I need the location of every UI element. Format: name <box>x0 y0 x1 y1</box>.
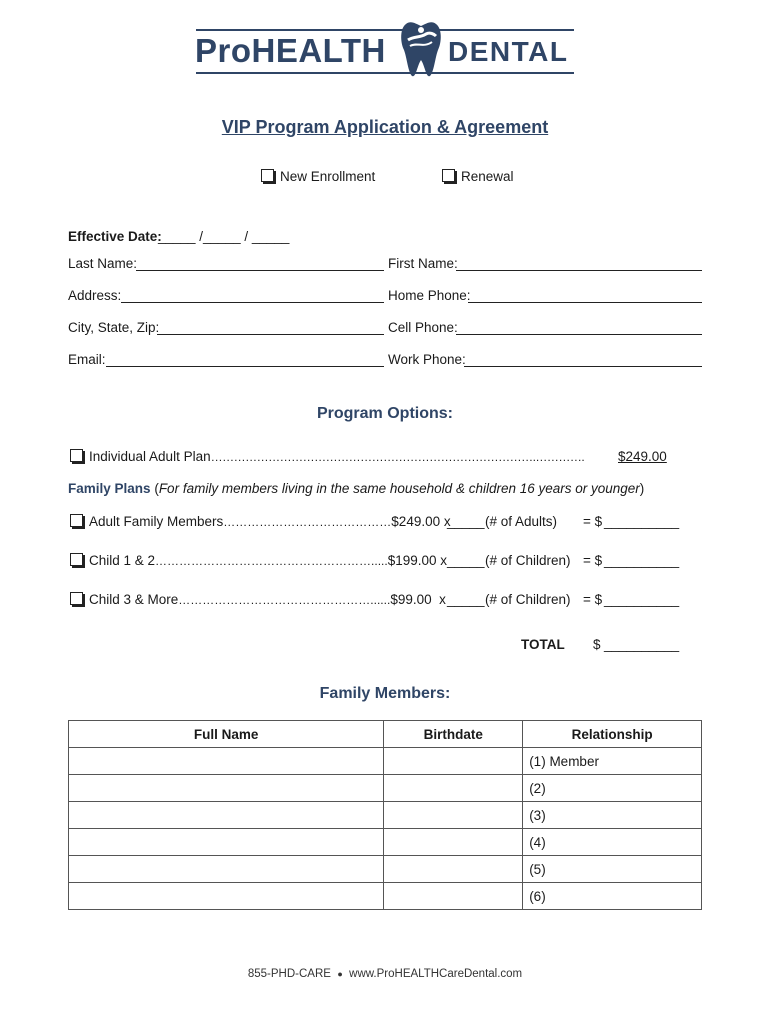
family-plans-label: Family Plans <box>68 481 151 496</box>
leader-dots: …………………………………… <box>223 515 392 529</box>
cell-phone-label: Cell Phone: <box>388 320 458 335</box>
table-row <box>69 775 702 802</box>
full-name-cell[interactable] <box>69 748 384 775</box>
logo-bottom-rule <box>196 72 574 74</box>
child-3-more-subtotal-field[interactable]: __________ <box>604 592 680 607</box>
last-name-label: Last Name: <box>68 256 138 271</box>
individual-plan-label: Individual Adult Plan <box>89 449 211 464</box>
birthdate-cell[interactable] <box>384 883 523 910</box>
cell-phone-field[interactable] <box>456 334 702 335</box>
child-1-2-subtotal-field[interactable]: __________ <box>604 553 680 568</box>
leader-dots: ………………………………………………..... <box>155 554 388 568</box>
child-3-more-count-unit: (# of Children) <box>485 592 571 607</box>
new-enrollment-label: New Enrollment <box>280 169 376 184</box>
family-members-heading: Family Members: <box>319 685 451 702</box>
adult-count-unit: (# of Adults) <box>485 514 558 529</box>
child-3-more-equals: = $ <box>583 592 603 607</box>
child-1-2-label: Child 1 & 2 <box>89 553 156 568</box>
individual-plan-option[interactable] <box>70 449 584 464</box>
last-name-field[interactable] <box>136 270 384 271</box>
checkbox-icon[interactable] <box>442 169 455 182</box>
relationship-cell[interactable]: (4) <box>523 829 702 856</box>
work-phone-label: Work Phone: <box>388 352 466 367</box>
birthdate-cell[interactable] <box>384 748 523 775</box>
child-1-2-price: $199.00 x <box>387 553 448 568</box>
individual-plan-price: $249.00 <box>618 449 667 464</box>
birthdate-cell[interactable] <box>384 856 523 883</box>
full-name-cell[interactable] <box>69 775 384 802</box>
full-name-cell[interactable] <box>69 802 384 829</box>
column-header-full-name: Full Name <box>69 721 384 748</box>
full-name-cell[interactable] <box>69 883 384 910</box>
relationship-cell[interactable]: (3) <box>523 802 702 829</box>
footer-bullet: ● <box>337 969 343 979</box>
footer-website[interactable]: www.ProHEALTHCareDental.com <box>349 968 523 980</box>
city-state-zip-label: City, State, Zip: <box>68 320 160 335</box>
adult-subtotal-field[interactable]: __________ <box>604 514 680 529</box>
child-1-2-count-unit: (# of Children) <box>485 553 571 568</box>
column-header-birthdate: Birthdate <box>384 721 523 748</box>
logo-top-rule <box>196 29 574 31</box>
logo-prohealth: ProHEALTH <box>195 32 386 69</box>
child-3-more-option[interactable] <box>70 592 446 607</box>
child-3-more-count-field[interactable]: _____ <box>447 592 485 607</box>
child-1-2-equals: = $ <box>583 553 603 568</box>
birthdate-cell[interactable] <box>384 802 523 829</box>
child-1-2-option[interactable] <box>70 553 447 568</box>
footer-phone: 855-PHD-CARE <box>247 968 331 980</box>
family-plans-description: For family members living in the same household & children 16 years or younger <box>158 481 640 496</box>
logo-dental: DENTAL <box>448 36 569 67</box>
footer-contact <box>0 968 770 980</box>
adult-family-option[interactable] <box>70 514 451 529</box>
checkbox-icon[interactable] <box>70 592 83 605</box>
leader-dots: …………………………………………...... <box>178 593 391 607</box>
renewal-label: Renewal <box>461 169 514 184</box>
adult-count-field[interactable]: _____ <box>447 514 485 529</box>
leader-dots: ………………………………………………………………………….…………. <box>210 450 585 464</box>
checkbox-icon[interactable] <box>70 514 83 527</box>
home-phone-field[interactable] <box>468 302 702 303</box>
total-label: TOTAL <box>521 637 565 652</box>
effective-date-label: Effective Date: <box>68 229 162 244</box>
family-plans-note: Family Plans (For family members living in the same household & children 16 years or younger) <box>68 481 645 496</box>
total-currency: $ <box>593 637 601 652</box>
child-3-more-price: $99.00 x <box>390 592 446 607</box>
program-options-heading: Program Options: <box>316 405 453 422</box>
child-1-2-count-field[interactable]: _____ <box>447 553 485 568</box>
table-row <box>69 883 702 910</box>
checkbox-icon[interactable] <box>261 169 274 182</box>
city-state-zip-field[interactable] <box>157 334 384 335</box>
birthdate-cell[interactable] <box>384 775 523 802</box>
address-field[interactable] <box>121 302 384 303</box>
relationship-cell[interactable]: (6) <box>523 883 702 910</box>
new-enrollment-option[interactable] <box>261 169 375 184</box>
table-row <box>69 856 702 883</box>
full-name-cell[interactable] <box>69 829 384 856</box>
renewal-option[interactable] <box>442 169 514 184</box>
table-row <box>69 829 702 856</box>
table-row <box>69 748 702 775</box>
adult-equals: = $ <box>583 514 603 529</box>
checkbox-icon[interactable] <box>70 449 83 462</box>
birthdate-cell[interactable] <box>384 829 523 856</box>
effective-date-field[interactable]: _____ /_____ / _____ <box>158 229 290 244</box>
full-name-cell[interactable] <box>69 856 384 883</box>
checkbox-icon[interactable] <box>70 553 83 566</box>
child-3-more-label: Child 3 & More <box>89 592 179 607</box>
page-title: VIP Program Application & Agreement <box>221 117 549 137</box>
family-members-table <box>68 720 702 910</box>
relationship-cell[interactable]: (5) <box>523 856 702 883</box>
relationship-cell[interactable]: (2) <box>523 775 702 802</box>
tooth-icon <box>398 18 444 80</box>
first-name-label: First Name: <box>388 256 458 271</box>
adult-family-price: $249.00 x <box>391 514 451 529</box>
adult-family-label: Adult Family Members <box>89 514 224 529</box>
email-label: Email: <box>68 352 106 367</box>
table-header-row <box>69 721 702 748</box>
relationship-cell[interactable]: (1) Member <box>523 748 702 775</box>
email-field[interactable] <box>106 366 384 367</box>
home-phone-label: Home Phone: <box>388 288 471 303</box>
total-field[interactable]: __________ <box>604 637 680 652</box>
work-phone-field[interactable] <box>464 366 702 367</box>
address-label: Address: <box>68 288 122 303</box>
table-row <box>69 802 702 829</box>
column-header-relationship: Relationship <box>523 721 702 748</box>
first-name-field[interactable] <box>456 270 702 271</box>
